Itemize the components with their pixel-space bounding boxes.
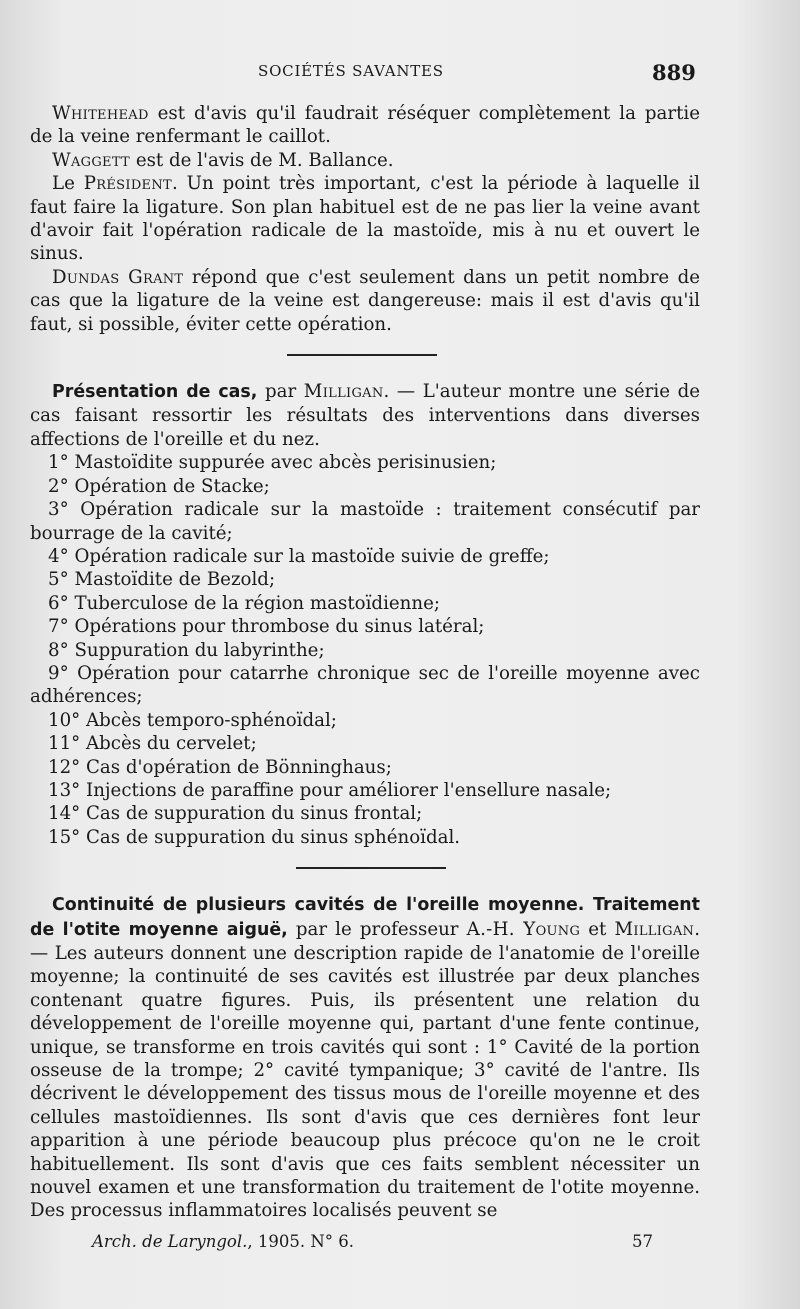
case-list-item: 15° Cas de suppuration du sinus sphénoïdal. (48, 826, 461, 848)
case-list-item: 3° Opération radicale sur la mastoïde : traitement consécutif par bourrage de la cavité; (30, 499, 700, 544)
paragraph-waggett (30, 149, 700, 172)
paragraph-president (30, 172, 700, 266)
case-list-item: 5° Mastoïdite de Bezold; (48, 569, 276, 591)
page-number: 889 (652, 60, 696, 85)
running-head (0, 60, 800, 90)
speaker-name: Waggett (52, 149, 131, 171)
case-list-item: 14° Cas de suppuration du sinus frontal; (48, 803, 423, 825)
by-text: par le professeur (287, 918, 467, 940)
text-block (30, 102, 700, 1223)
paragraph-text: répond que c'est seulement dans un petit nombre de cas que la ligature de la veine est dangereuse: mais il est d'avis qu'il faut, si possible, éviter cette opération. (30, 266, 700, 335)
author-name: Milligan (614, 918, 695, 940)
case-list-item: 4° Opération radicale sur la mastoïde suivie de greffe; (48, 545, 550, 567)
speaker-name: Whitehead (52, 103, 149, 124)
speaker-name: Président (83, 173, 172, 195)
continuite-paragraph (30, 893, 700, 1223)
journal-name: Arch. de Laryngol. (92, 1232, 248, 1251)
section-divider (287, 354, 437, 356)
case-list-item: 9° Opération pour catarrhe chronique sec de l'oreille moyenne avec adhérences; (30, 662, 700, 708)
case-list-item: 1° Mastoïdite suppurée avec abcès perisinusien; (48, 452, 497, 474)
paragraph-text: est de l'avis de M. Ballance. (130, 149, 394, 171)
body-text: . — Les auteurs donnent une description rapide de l'anatomie de l'oreille moyenne; la continuité de ses cavités est illustrée par deux planches contenant quatre figures. Puis, ils présentent une relation du développement de l'oreille moyenne qui, partant d'une fente continue, unique, se transforme en trois cavités qui sont : 1° Cavité de la portion osseuse de la trompe; 2° cavité tympanique; 3° cavité de l'antre. Ils décrivent le développement des tissus mous de l'oreille moyenne et des cellules mastoïdiennes. Ils sont d'avis que ces dernières font leur apparition à une période beaucoup plus précoce qu'on ne le croit habituellement. Ils sont d'avis que ces faits semblent nécessiter un nouvel examen et une transformation du traitement de l'otite moyenne. Des processus inflammatoires localisés peuvent se (30, 918, 700, 1222)
case-list-item: 7° Opérations pour thrombose du sinus latéral; (48, 616, 485, 638)
signature-mark: 57 (632, 1232, 653, 1251)
paragraph-whitehead (30, 102, 700, 149)
section-title: Présentation de cas, (52, 382, 258, 403)
footer-source (92, 1232, 354, 1251)
case-list-item: 2° Opération de Stacke; (48, 475, 270, 497)
case-list-item: 6° Tuberculose de la région mastoïdienne; (48, 592, 440, 614)
section-divider (296, 867, 446, 869)
case-list-item: 11° Abcès du cervelet; (48, 733, 257, 755)
paragraph-text: est d'avis qu'il faudrait réséquer complètement la partie de la veine renfermant le caillot. (30, 103, 700, 148)
case-list-item: 8° Suppuration du labyrinthe; (48, 639, 325, 661)
paragraph-text: . Un point très important, c'est la période à laquelle il faut faire la ligature. Son plan habituel est de ne pas lier la veine avant d'avoir fait l'opération radicale de la mastoïde, mis à nu et ouvert le sinus. (30, 173, 700, 265)
speaker-name: Dundas Grant (52, 266, 184, 288)
journal-issue: , 1905. N° 6. (247, 1232, 355, 1251)
author-name: A.-H. Young (466, 918, 581, 940)
case-list-item: 10° Abcès temporo-sphénoïdal; (48, 709, 337, 731)
and-text: et (580, 918, 615, 940)
running-title: SOCIÉTÉS SAVANTES (258, 62, 444, 80)
page-footer (0, 1232, 800, 1256)
paragraph-prefix: Le (52, 173, 84, 195)
paragraph-dundas-grant (30, 266, 700, 336)
intro-text: . — L'auteur montre une série de cas faisant ressortir les résultats des interventions dans diverses affections de l'oreille et du nez. (30, 381, 700, 450)
case-list-item: 13° Injections de paraffine pour améliorer l'ensellure nasale; (48, 779, 612, 801)
section-title: Continuité de plusieurs cavités de l'oreille moyenne. Traitement de l'otite moyenne aiguë, (30, 895, 700, 940)
by-text: par (257, 381, 304, 403)
case-list-item: 12° Cas d'opération de Bönninghaus; (48, 756, 392, 778)
author-name: Milligan (303, 381, 384, 403)
presentation-heading (30, 380, 700, 451)
